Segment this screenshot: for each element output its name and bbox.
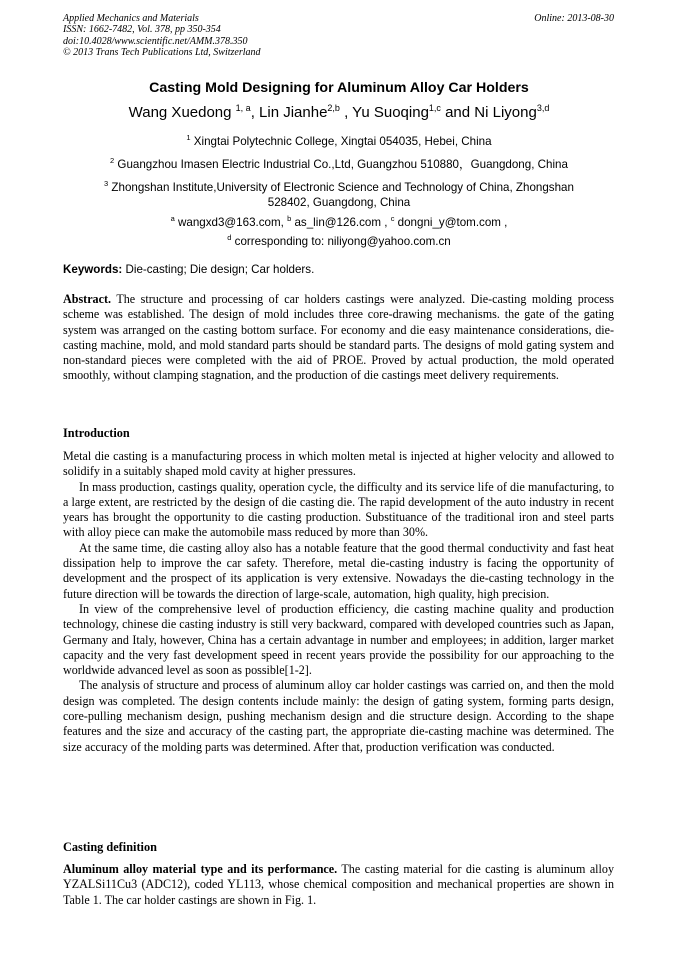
affiliation-3 (0, 176, 678, 210)
affiliation-1 (0, 130, 678, 149)
email-text: dongni_y@tom.com , (394, 215, 508, 229)
copyright: © 2013 Trans Tech Publications Ltd, Switzerland (63, 47, 261, 59)
paper-title: Casting Mold Designing for Aluminum Alloy Car Holders (149, 80, 529, 96)
abstract-text: The structure and processing of car holders castings were analyzed. Die-casting molding process scheme was established. The design of mold includes three core-drawing mechanisms. the gate of the gating system was arranged on the casting bottom surface. For economy and die easy maintenance considerations, die-casting machine, mold, and mold standard parts should be standard parts. The designs of mold gating system and non-standard pieces were completed with the aid of PROE. Proved by actual production, the mold operated smoothly, without clamping stagnation, and the production of die castings meet delivery requirements. (63, 292, 614, 383)
author-name: , Lin Jianhe (250, 104, 328, 121)
affiliation-superscript: 2 (110, 156, 115, 165)
affiliation-2 (0, 153, 678, 172)
author-emails (0, 211, 678, 249)
paragraph: The analysis of structure and process of aluminum alloy car holder castings was carried on, and then the mold design was completed. The design contents include mainly: the design of gating system, forming parts design, core-pulling mechanism design, pushing mechanism design and die structure design. According to the shape features and the size and accuracy of the casting part, the appropriate die-casting machine was determined. The size accuracy of the molding parts was determined. After that, production verification was conducted. (63, 678, 614, 754)
abstract (63, 292, 614, 384)
email-superscript: c (390, 214, 395, 223)
author-superscript: 2,b (327, 103, 340, 113)
abstract-label: Abstract. (63, 292, 112, 306)
affiliation-superscript: 1 (186, 133, 191, 142)
author-list (0, 103, 678, 121)
affiliation-text: Zhongshan Institute,University of Electronic Science and Technology of China, Zhongshan (108, 180, 574, 194)
casting-definition-body (63, 862, 614, 908)
email-superscript: d (227, 232, 232, 242)
email-text: corresponding to: niliyong@yahoo.com.cn (231, 234, 451, 248)
email-text: wangxd3@163.com, (174, 215, 288, 229)
email-superscript: b (287, 214, 292, 223)
affiliation-text: Xingtai Polytechnic College, Xingtai 054035, Hebei, China (190, 134, 492, 148)
affiliation-superscript: 3 (104, 179, 109, 188)
paragraph-text: The casting material for die casting is aluminum alloy YZALSi11Cu3 (ADC12), coded YL113, whose chemical composition and mechanical properties are shown in Table 1. The car holder castings are shown in Fig. 1. (63, 862, 614, 907)
online-date: Online: 2013-08-30 (534, 13, 614, 24)
keywords-text: Die-casting; Die design; Car holders. (122, 263, 315, 276)
email-superscript: a (170, 214, 175, 223)
paragraph: In mass production, castings quality, operation cycle, the difficulty and its service life of die manufacturing, to a large extent, are restricted by the design of die casting die. The rapid development of the auto industry in recent years has brought the opportunity to die casting production. Substituance of the traditional iron and steel parts with alloy piece can make the automobile mass reduced by more than 30%. (63, 479, 614, 540)
author-name: Wang Xuedong (128, 104, 236, 121)
journal-header (63, 13, 623, 59)
affiliation-text: Guangzhou Imasen Electric Industrial Co.,Ltd, Guangzhou 510880，Guangdong, China (114, 157, 568, 171)
issn: ISSN: 1662-7482, Vol. 378, pp 350-354 (63, 24, 221, 36)
journal-name: Applied Mechanics and Materials (63, 13, 199, 24)
doi: doi:10.4028/www.scientific.net/AMM.378.350 (63, 35, 248, 47)
keywords-label: Keywords: (63, 263, 123, 276)
author-name: , Yu Suoqing (339, 104, 429, 121)
section-heading-casting-definition: Casting definition (63, 840, 157, 854)
author-superscript: 1, a (235, 103, 251, 113)
author-superscript: 3,d (536, 103, 550, 113)
section-heading-introduction: Introduction (63, 426, 130, 440)
paragraph: Metal die casting is a manufacturing process in which molten metal is injected at higher velocity and allowed to solidify in a suitably shaped mold cavity at higher pressures. (63, 449, 614, 479)
subsection-label: Aluminum alloy material type and its performance. (63, 862, 338, 876)
paragraph: In view of the comprehensive level of production efficiency, die casting machine quality and production technology, chinese die casting industry is still very backward, compared with developed countries such as Japan, Germany and Italy, however, China has a certain advantage in number and employees; in addition, larger market capacity and the very fast development speed in recent years provide the possibility for our approaching to the worldwide advanced level as soon as possible[1-2]. (63, 601, 614, 678)
author-superscript: 1,c (428, 103, 441, 113)
paragraph: At the same time, die casting alloy also has a notable feature that the good thermal conductivity and fast heat dissipation help to improve the car safety. Therefore, metal die-casting industry is facing the opportunity of development and the prospect of its application is very extensive. Nowadays the die-casting technology in the future direction will be towards the direction of large-scale, automation, high quality, high precision. (63, 540, 614, 601)
email-text: as_lin@126.com , (291, 215, 391, 229)
author-name: and Ni Liyong (440, 104, 537, 121)
keywords (63, 263, 314, 276)
affiliation-text-line2: 528402, Guangdong, China (267, 195, 411, 209)
introduction-body (63, 449, 614, 755)
